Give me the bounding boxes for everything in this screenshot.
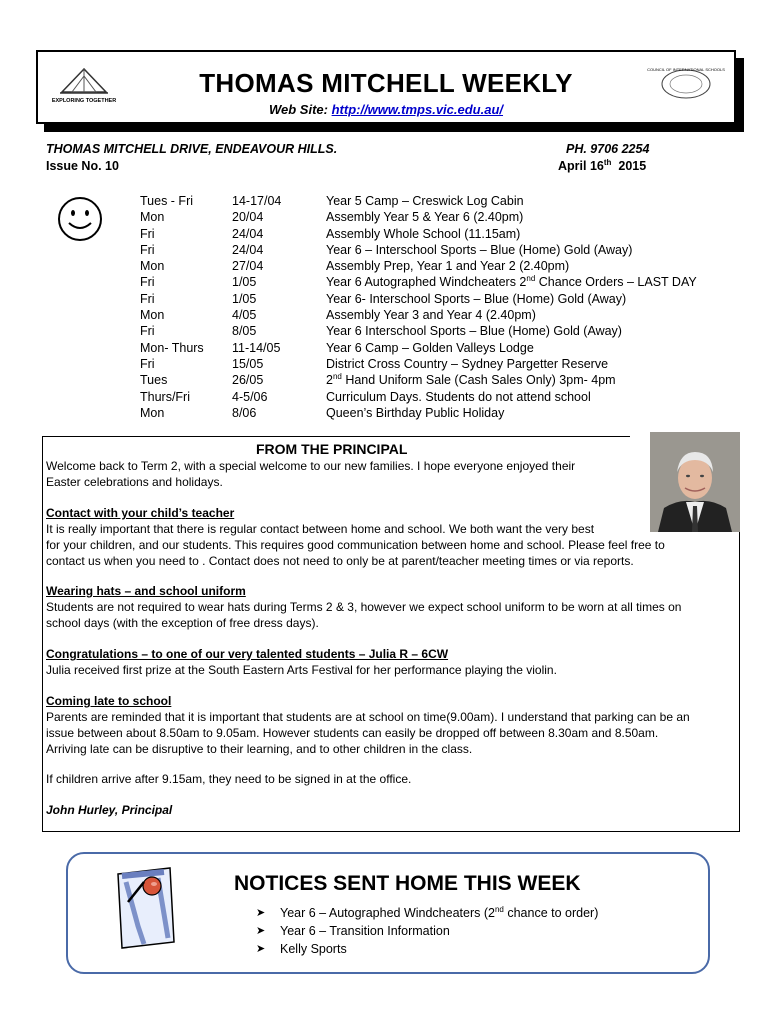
calendar-date: 4-5/06 [232, 389, 268, 404]
notices-title: NOTICES SENT HOME THIS WEEK [234, 872, 581, 895]
calendar-date: 24/04 [232, 226, 264, 241]
calendar-event: Assembly Year 3 and Year 4 (2.40pm) [326, 308, 536, 323]
issue-date: April 16th 2015 [558, 157, 647, 173]
calendar-event: District Cross Country – Sydney Pargetter Reserve [326, 356, 609, 371]
calendar-date: 11-14/05 [232, 340, 281, 355]
calendar-day: Fri [140, 226, 155, 241]
logo-left-text: EXPLORING TOGETHER [51, 98, 117, 104]
hats-line-1: Students are not required to wear hats during Terms 2 & 3, however we expect school uniform to be worn at all times on [46, 600, 682, 614]
calendar-event: Curriculum Days. Students do not attend school [326, 389, 591, 404]
calendar-date: 26/05 [232, 373, 264, 388]
calendar-date: 24/04 [232, 242, 264, 257]
calendar-date: 14-17/04 [232, 194, 282, 208]
website-link[interactable]: http://www.tmps.vic.edu.au/ [331, 102, 504, 117]
welcome-line-1: Welcome back to Term 2, with a special welcome to our new families. I hope everyone enjoyed their [46, 459, 576, 473]
calendar-day: Mon [140, 210, 165, 225]
list-item: ➤ Year 6 – Transition Information [256, 924, 450, 938]
late-line-3: Arriving late can be disruptive to their learning, and to other children in the class. [46, 742, 473, 756]
calendar-event: Year 6 – Interschool Sports – Blue (Home) Gold (Away) [326, 242, 633, 257]
calendar-day: Mon [140, 259, 165, 274]
arrow-bullet-icon: ➤ [256, 943, 266, 955]
newsletter-banner [36, 50, 736, 124]
calendar-day: Fri [140, 275, 155, 290]
calendar-day: Fri [140, 242, 155, 257]
contact-line-3: contact us when you need to . Contact does not need to only be at parent/teacher meeting times or via reports. [46, 554, 634, 568]
calendar-day: Thurs/Fri [140, 389, 190, 404]
issue-number: Issue No. 10 [46, 159, 119, 173]
calendar-event: Assembly Year 5 & Year 6 (2.40pm) [326, 210, 524, 225]
arrow-bullet-icon: ➤ [256, 925, 266, 937]
signin-line: If children arrive after 9.15am, they need to be signed in at the office. [46, 772, 412, 786]
congrats-heading: Congratulations – to one of our very talented students – Julia R – 6CW [46, 647, 449, 661]
accreditation-logo [647, 62, 725, 102]
calendar-event: 2nd Hand Uniform Sale (Cash Sales Only) 3pm- 4pm [326, 372, 616, 388]
school-address: THOMAS MITCHELL DRIVE, ENDEAVOUR HILLS. [46, 142, 338, 156]
welcome-line-2: Easter celebrations and holidays. [46, 475, 223, 489]
memo-note-icon [104, 858, 184, 954]
calendar-day: Fri [140, 291, 155, 306]
smiley-icon [56, 195, 104, 243]
calendar-event: Assembly Prep, Year 1 and Year 2 (2.40pm) [326, 259, 570, 274]
calendar-day: Tues - Fri [140, 194, 194, 208]
principal-heading: FROM THE PRINCIPAL [256, 441, 408, 457]
calendar-date: 15/05 [232, 356, 264, 371]
calendar-event: Year 6- Interschool Sports – Blue (Home) Gold (Away) [326, 291, 627, 306]
list-item: ➤ Kelly Sports [256, 942, 347, 956]
school-phone: PH. 9706 2254 [566, 142, 650, 156]
hats-line-2: school days (with the exception of free dress days). [46, 616, 319, 630]
website-line [38, 102, 734, 117]
calendar-date: 1/05 [232, 275, 257, 290]
calendar-day: Fri [140, 324, 155, 339]
calendar-date: 27/04 [232, 259, 264, 274]
calendar-event: Year 5 Camp – Creswick Log Cabin [326, 194, 524, 208]
hats-heading: Wearing hats – and school uniform [46, 584, 246, 598]
contact-line-1: It is really important that there is regular contact between home and school. We both want the very best [46, 522, 595, 536]
calendar-day: Tues [140, 373, 168, 388]
late-line-1: Parents are reminded that it is important that students are at school on time(9.00am). I understand that parking can be an [46, 710, 690, 724]
principal-divider [42, 436, 630, 437]
calendar-event: Queen’s Birthday Public Holiday [326, 405, 505, 420]
calendar-date: 8/05 [232, 324, 257, 339]
calendar-event: Year 6 Autographed Windcheaters 2nd Chance Orders – LAST DAY [326, 274, 697, 290]
website-label: Web Site: [268, 102, 328, 117]
calendar-day: Fri [140, 356, 155, 371]
calendar-date: 8/06 [232, 405, 257, 420]
contact-line-2: for your children, and our students. This requires good communication between home and school. Please feel free to [46, 538, 665, 552]
arrow-bullet-icon: ➤ [256, 907, 266, 919]
list-item: ➤ Year 6 – Autographed Windcheaters (2nd chance to order) [256, 904, 599, 920]
contact-heading: Contact with your child’s teacher [46, 506, 235, 520]
calendar-date: 4/05 [232, 308, 257, 323]
notices-list [256, 904, 598, 958]
principal-signature: John Hurley, Principal [46, 803, 173, 817]
calendar-date: 1/05 [232, 291, 257, 306]
calendar-day: Mon [140, 405, 165, 420]
calendar-day: Mon [140, 308, 165, 323]
late-heading: Coming late to school [46, 694, 172, 708]
congrats-line-1: Julia received first prize at the South Eastern Arts Festival for her performance playing the violin. [46, 663, 557, 677]
calendar-date: 20/04 [232, 210, 264, 225]
logo-right-text: COUNCIL OF INTERNATIONAL SCHOOLS [647, 67, 725, 72]
calendar-day: Mon- Thurs [140, 340, 204, 355]
late-line-2: issue between about 8.50am to 9.05am. However students can easily be dropped off between 8.30am and 8.50am. [46, 726, 659, 740]
calendar-event: Year 6 Camp – Golden Valleys Lodge [326, 340, 534, 355]
calendar-event: Assembly Whole School (11.15am) [326, 226, 521, 241]
newsletter-title: THOMAS MITCHELL WEEKLY [199, 68, 573, 98]
calendar-event: Year 6 Interschool Sports – Blue (Home) Gold (Away) [326, 324, 622, 339]
